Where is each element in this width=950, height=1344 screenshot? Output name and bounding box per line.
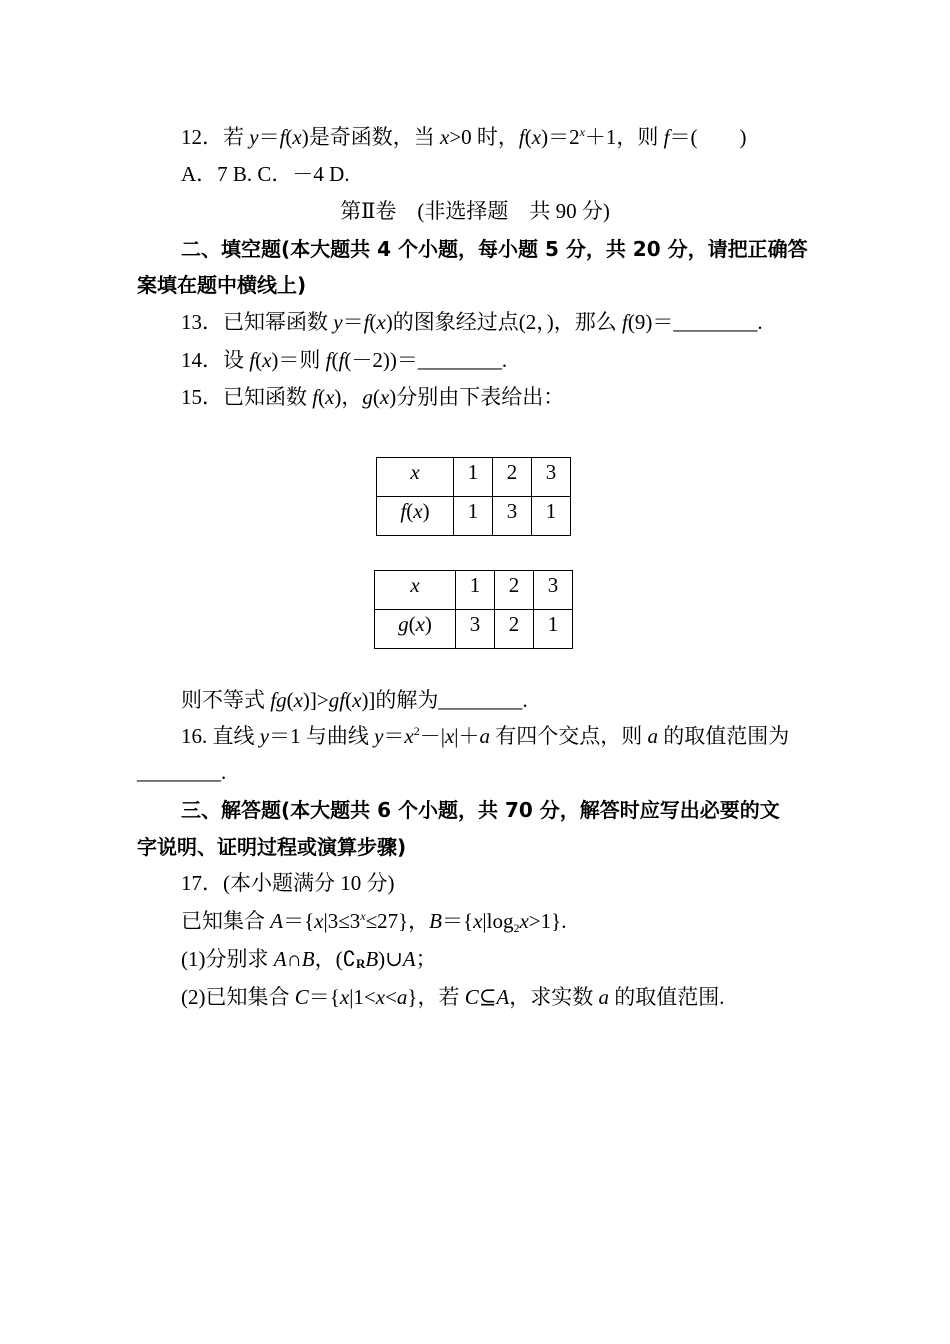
table-cell: 1 — [454, 497, 493, 536]
text: B — [429, 909, 442, 933]
superscript: 2 — [413, 724, 420, 738]
text: 有四个交点，则 — [490, 724, 648, 748]
question-15-tail — [0, 685, 950, 715]
text: f — [400, 499, 407, 523]
subscript: 2 — [513, 921, 520, 935]
text: y — [249, 125, 259, 149]
text: ( — [524, 125, 532, 149]
table-header-cell: 3 — [532, 458, 571, 497]
table-row — [375, 571, 573, 610]
question-17-part-1 — [0, 944, 950, 979]
text: |3≤3 — [323, 909, 361, 933]
text: |log — [482, 909, 514, 933]
text: ＝ — [342, 310, 364, 334]
text: A — [402, 947, 416, 971]
fill-in-header-line-2: 案填在题中横线上) — [137, 273, 307, 297]
text: < — [385, 985, 397, 1009]
question-12-options: A．7 B. C．－4 D. — [181, 162, 350, 186]
text: )＝则 — [271, 348, 326, 372]
text: B — [365, 947, 379, 971]
text: ＋1，则 — [584, 125, 664, 149]
section-2-title: 第Ⅱ卷 (非选择题 共 90 分) — [340, 199, 610, 223]
text: |1< — [349, 985, 376, 1009]
text: (1)分别求 — [181, 947, 274, 971]
answer-header-line-1: 三、解答题(本大题共 6 个小题，共 70 分，解答时应写出必要的文 — [181, 798, 780, 822]
text: －| — [419, 724, 445, 748]
question-17-sets — [0, 906, 950, 936]
text: C — [464, 985, 479, 1009]
text: a — [598, 985, 609, 1009]
table-header-cell: 1 — [456, 571, 495, 610]
text: x — [404, 724, 414, 748]
text: 则不等式 — [181, 688, 271, 712]
text: ( — [318, 385, 326, 409]
table-header-cell: 2 — [495, 571, 534, 610]
text: y — [259, 724, 270, 748]
fill-in-header-line-1: 二、填空题(本大题共 4 个小题，每小题 5 分，共 20 分，请把正确答 — [181, 237, 808, 261]
table-cell: 3 — [493, 497, 532, 536]
text: )是奇函数，当 — [301, 125, 440, 149]
text: g — [362, 385, 373, 409]
text: 的取值范围为 — [658, 724, 790, 748]
text: f — [249, 348, 256, 372]
text: x — [519, 909, 529, 933]
table-header-cell: 1 — [454, 458, 493, 497]
table-row-label: f(x) — [377, 497, 454, 536]
text: (9)＝________. — [627, 310, 763, 334]
text: ＝ — [258, 125, 280, 149]
table-row — [377, 458, 571, 497]
answer-header-line-2: 字说明、证明过程或演算步骤) — [137, 835, 407, 859]
text: x — [375, 985, 386, 1009]
text: ⊆ — [478, 985, 497, 1009]
text: ∩ — [286, 947, 302, 971]
subscript: R — [355, 956, 366, 971]
text: f — [279, 125, 286, 149]
text: x — [531, 125, 542, 149]
text: x — [444, 724, 455, 748]
superscript: x — [579, 125, 585, 139]
table-row — [375, 610, 573, 649]
text: x — [293, 688, 303, 712]
text: a — [396, 985, 408, 1009]
text: f — [325, 348, 332, 372]
text: y — [333, 310, 343, 334]
text: )的图象经过点(2，)，那么 — [385, 310, 622, 334]
text: )＝2 — [541, 125, 580, 149]
text: x — [440, 125, 450, 149]
text: B — [301, 947, 315, 971]
text: ( — [285, 125, 293, 149]
text: )]> — [302, 688, 329, 712]
text: ＝1 与曲线 — [269, 724, 375, 748]
text: ； — [415, 947, 437, 971]
text: y — [374, 724, 384, 748]
text: ( — [255, 348, 263, 372]
table-f-values — [376, 457, 571, 536]
text: a — [479, 724, 490, 748]
text: ＝ — [383, 724, 405, 748]
text: 15．已知函数 — [181, 385, 313, 409]
text: A — [270, 909, 284, 933]
text: (2)已知集合 — [181, 985, 295, 1009]
table-header-cell: 3 — [534, 571, 573, 610]
text: C — [294, 985, 309, 1009]
text: fg — [270, 688, 287, 712]
table-cell: 2 — [495, 610, 534, 649]
text: }，若 — [407, 985, 465, 1009]
text: f — [312, 385, 319, 409]
text: ，(∁ — [314, 947, 356, 971]
text: f — [363, 310, 370, 334]
text: ( — [372, 385, 380, 409]
text: ( — [331, 348, 339, 372]
text: >0 时， — [449, 125, 519, 149]
table-header-cell: x — [375, 571, 456, 610]
text: a — [647, 724, 658, 748]
text: >1}. — [528, 909, 567, 933]
text: x — [292, 125, 302, 149]
text: x — [325, 385, 335, 409]
text: ≤27}， — [365, 909, 430, 933]
text: x — [314, 909, 324, 933]
text: ( — [369, 310, 377, 334]
superscript: x — [360, 909, 366, 923]
text: 14．设 — [181, 348, 250, 372]
question-12 — [0, 122, 950, 152]
text: )， — [334, 385, 363, 409]
text: )∪ — [378, 947, 403, 971]
text: ＝( ) — [669, 125, 747, 149]
text: 13．已知幂函数 — [181, 310, 334, 334]
text: ( — [286, 688, 294, 712]
text: x — [339, 985, 350, 1009]
text: x — [413, 499, 423, 523]
text: |＋ — [454, 724, 480, 748]
text: g — [398, 612, 409, 636]
question-16-blank: ________. — [137, 760, 227, 784]
text: ，求实数 — [509, 985, 599, 1009]
text: (－2))＝________. — [344, 348, 508, 372]
text: )]的解为________. — [361, 688, 528, 712]
table-g-values — [374, 570, 573, 649]
question-17-title: 17．(本小题满分 10 分) — [181, 871, 395, 895]
text: f — [621, 310, 628, 334]
text: ( — [345, 688, 353, 712]
text: ＝{ — [308, 985, 340, 1009]
table-header-cell: 2 — [493, 458, 532, 497]
table-header-cell: x — [377, 458, 454, 497]
table-cell: 1 — [534, 610, 573, 649]
table-cell: 3 — [456, 610, 495, 649]
question-15 — [0, 382, 950, 412]
text: f — [518, 125, 525, 149]
table-row-label: g(x) — [375, 610, 456, 649]
text: 12．若 — [181, 125, 250, 149]
text: 已知集合 — [181, 909, 271, 933]
text: x — [379, 385, 390, 409]
text: x — [262, 348, 272, 372]
text: x — [415, 612, 425, 636]
table-row — [377, 497, 571, 536]
text: ＝{ — [283, 909, 315, 933]
question-13 — [0, 307, 950, 337]
text: A — [496, 985, 510, 1009]
question-16 — [0, 721, 950, 751]
text: 16. 直线 — [181, 724, 260, 748]
text: )分别由下表给出： — [389, 385, 565, 409]
text: x — [352, 688, 362, 712]
text: A — [273, 947, 287, 971]
text: f — [338, 348, 345, 372]
text: ＝{ — [442, 909, 474, 933]
question-14 — [0, 345, 950, 375]
table-cell: 1 — [532, 497, 571, 536]
text: gf — [328, 688, 346, 712]
text: f — [663, 125, 670, 149]
text: x — [473, 909, 483, 933]
question-17-part-2 — [0, 982, 950, 1012]
text: 的取值范围. — [608, 985, 725, 1009]
text: x — [376, 310, 386, 334]
